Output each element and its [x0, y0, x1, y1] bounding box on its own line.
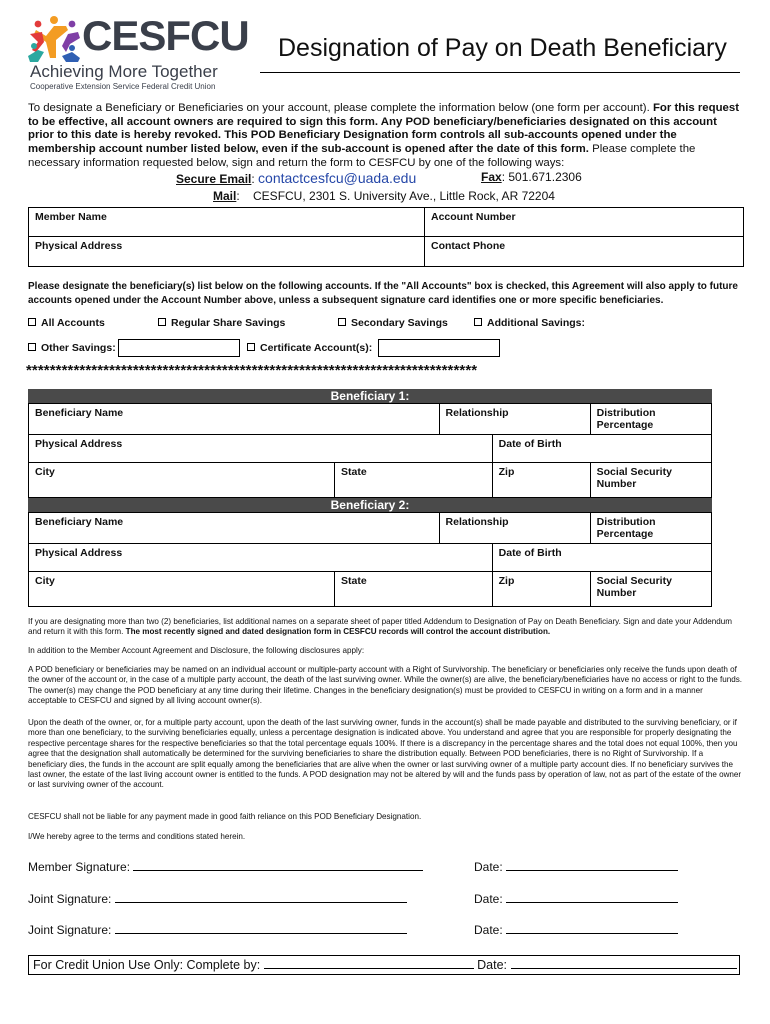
- email-label: Secure Email: [176, 172, 252, 186]
- checkbox-all-accounts[interactable]: [28, 317, 105, 329]
- ben2-distribution-label: Distribution Percentage: [596, 516, 656, 540]
- other-savings-input[interactable]: [118, 339, 240, 357]
- checkbox-certificate-accounts[interactable]: [247, 342, 372, 354]
- member-date-line[interactable]: [474, 860, 678, 874]
- ben1-relationship-label: Relationship: [445, 407, 509, 419]
- physical-address-field[interactable]: [29, 237, 425, 267]
- ben2-name-field[interactable]: [29, 513, 440, 544]
- joint-date-1-label: Date:: [474, 892, 503, 906]
- joint-date-2-label: Date:: [474, 923, 503, 937]
- logo-tagline: Achieving More Together: [30, 62, 218, 81]
- distribution-disclosure-paragraph: Upon the death of the owner, or, for a multiple party account, upon the death of the last surviving owner, funds in the account(s) shall be made payable and distributed to the surviving beneficiary, or if more than one beneficiary, to the surviving beneficiaries equally, unless a percentage designation is indicated above. You understand and agree that you are responsible for properly designating the respective percentage shares for the respective beneficiaries so that the total percentage equals 100%. If there is a discrepancy in the percentage shares and the total does not equal 100%, then you agree that the designation shall automatically be determined for the surviving beneficiaries to share the distribution equally. Between POD beneficiaries, there is no Right of Survivorship. If a beneficiary dies, the funds in the account are split equally among the beneficiaries that are alive when the owner or last surviving owner of a multiple party account dies. If no beneficiary survives the last owner, the estate of the last living account owner is entitled to the funds. A POD designation may not be altered by will and the funds pass by operation of law, not as part of the estate of the owner or last surviving owner of the account.: [28, 718, 742, 790]
- header-divider: [260, 72, 740, 73]
- checkbox-other-savings[interactable]: [28, 342, 116, 354]
- contact-phone-field[interactable]: [425, 237, 744, 267]
- member-info-table: [28, 207, 744, 267]
- ben2-city-field[interactable]: [29, 572, 335, 607]
- logo-subline: Cooperative Extension Service Federal Credit Union: [30, 82, 216, 91]
- mail-address: CESFCU, 2301 S. University Ave., Little Rock, AR 72204: [253, 189, 555, 203]
- secondary-savings-label: Secondary Savings: [351, 317, 448, 329]
- ben2-address-label: Physical Address: [35, 547, 123, 559]
- ben2-relationship-field[interactable]: [439, 513, 590, 544]
- ben1-ssn-label: Social Security Number: [596, 466, 672, 490]
- addendum-text: If you are designating more than two (2) beneficiaries, list additional names on a separate sheet of paper titled Addendum to Designation of Pay on Death Beneficiary. Sign and date your Addendum and return it with this form.: [28, 617, 732, 637]
- designation-instructions: Please designate the beneficiary(s) list below on the following accounts. If the "All Accounts" box is checked, this Agreement will also apply to future accounts opened under the Account Number above, unless a subsequent signature card identifies one or more specific beneficiaries.: [28, 281, 738, 306]
- certificate-input[interactable]: [378, 339, 500, 357]
- ben2-dob-field[interactable]: [492, 544, 711, 572]
- ben2-ssn-field[interactable]: [590, 572, 711, 607]
- ben1-state-label: State: [341, 466, 367, 478]
- ben2-name-label: Beneficiary Name: [35, 516, 124, 528]
- beneficiary-1-header: Beneficiary 1:: [28, 389, 712, 403]
- ben2-relationship-label: Relationship: [445, 516, 509, 528]
- joint-signature-1-line[interactable]: [28, 892, 407, 906]
- page-title: Designation of Pay on Death Beneficiary: [278, 34, 727, 62]
- addendum-bold-text: The most recently signed and dated designation form in CESFCU records will control the account distribution.: [123, 627, 551, 637]
- joint-signature-2-label: Joint Signature:: [28, 923, 112, 937]
- physical-address-label: Physical Address: [35, 240, 123, 252]
- checkbox-regular-share-savings[interactable]: [158, 317, 285, 329]
- checkbox-additional-savings[interactable]: [474, 317, 585, 329]
- credit-union-date-label: Date:: [477, 958, 508, 972]
- email-link[interactable]: contactcesfcu@uada.edu: [258, 170, 417, 186]
- ben1-zip-label: Zip: [498, 466, 515, 478]
- liability-statement: CESFCU shall not be liable for any payment made in good faith reliance on this POD Beneficiary Designation.: [28, 812, 422, 821]
- disclosure-intro: In addition to the Member Account Agreement and Disclosure, the following disclosures apply:: [28, 646, 365, 655]
- ben1-dob-field[interactable]: [492, 435, 711, 463]
- intro-text: To designate a Beneficiary or Beneficiaries on your account, please complete the information below (one form per account).: [28, 102, 653, 114]
- checkbox-secondary-savings[interactable]: [338, 317, 448, 329]
- account-number-field[interactable]: [425, 208, 744, 237]
- beneficiary-1-table: [28, 403, 712, 498]
- ben1-name-field[interactable]: [29, 404, 440, 435]
- ben2-state-label: State: [341, 575, 367, 587]
- joint-date-1-line[interactable]: [474, 892, 678, 906]
- ben2-city-label: City: [35, 575, 55, 587]
- ben2-address-field[interactable]: [29, 544, 493, 572]
- people-figures-icon: [26, 12, 82, 64]
- intro-paragraph: [28, 102, 744, 171]
- ben1-distribution-label: Distribution Percentage: [596, 407, 656, 431]
- ben1-name-label: Beneficiary Name: [35, 407, 124, 419]
- agreement-statement: I/We hereby agree to the terms and conditions stated herein.: [28, 832, 246, 841]
- pod-disclosure-paragraph: A POD beneficiary or beneficiaries may be named on an individual account or multiple-party account with a Right of Survivorship. The beneficiary or beneficiaries only receive the funds upon death of the owner of the account or, in the case of a multiple party account, the death of the last surviving owner. While the owner(s) are alive, the beneficiary/beneficiaries have no access or right to the funds. The owner(s) may change the POD beneficiary at any time during their lifetime. Changes in the beneficiary designation(s) must be provided to CESFCU in writing on a form and in a manner acceptable to CESFCU and signed by all living account owner(s).: [28, 665, 742, 706]
- contact-phone-label: Contact Phone: [431, 240, 506, 252]
- logo-name: CESFCU: [82, 12, 249, 59]
- member-name-field[interactable]: [29, 208, 425, 237]
- intro-text-end: Please complete the necessary information requested below, sign and return the form to CESFCU by one of the following ways:: [28, 143, 696, 169]
- intro-bold-text: For this request to be effective, all account owners are required to sign this form. Any POD beneficiary/beneficiaries designated on this account prior to this date is hereby revoked. This POD Beneficiary Designation form controls all sub-accounts opened under the membership account number listed below, even if the sub-account is opened after the date of this form.: [28, 102, 740, 156]
- certificate-label: Certificate Account(s):: [260, 342, 373, 354]
- all-accounts-label: All Accounts: [41, 317, 105, 329]
- beneficiary-2-table: [28, 512, 712, 607]
- ben1-address-label: Physical Address: [35, 438, 123, 450]
- credit-union-use-label: For Credit Union Use Only: Complete by:: [33, 958, 261, 972]
- ben1-city-field[interactable]: [29, 463, 335, 498]
- fax-label: Fax: [481, 170, 502, 184]
- ben1-state-field[interactable]: [335, 463, 493, 498]
- ben2-distribution-field[interactable]: [590, 513, 711, 544]
- other-savings-label: Other Savings:: [41, 342, 116, 354]
- fax-number: : 501.671.2306: [501, 170, 582, 184]
- ben1-zip-field[interactable]: [492, 463, 590, 498]
- ben2-ssn-label: Social Security Number: [596, 575, 672, 599]
- cesfcu-logo: [24, 10, 256, 94]
- ben1-ssn-field[interactable]: [590, 463, 711, 498]
- ben2-zip-label: Zip: [498, 575, 515, 587]
- ben2-state-field[interactable]: [335, 572, 493, 607]
- additional-savings-label: Additional Savings:: [487, 317, 586, 329]
- ben1-dob-label: Date of Birth: [498, 438, 562, 450]
- account-number-label: Account Number: [431, 211, 516, 223]
- asterisk-divider: ****************************************************************************: [26, 362, 478, 379]
- joint-signature-1-label: Joint Signature:: [28, 892, 112, 906]
- credit-union-date-line[interactable]: [511, 958, 737, 969]
- member-date-label: Date:: [474, 860, 503, 874]
- mail-label: Mail: [213, 189, 237, 203]
- credit-union-complete-by-line[interactable]: [264, 958, 474, 969]
- ben1-city-label: City: [35, 466, 55, 478]
- ben1-relationship-field[interactable]: [439, 404, 590, 435]
- ben2-dob-label: Date of Birth: [498, 547, 562, 559]
- credit-union-use-box: [28, 955, 740, 975]
- addendum-paragraph: [28, 617, 744, 638]
- ben1-distribution-field[interactable]: [590, 404, 711, 435]
- joint-signature-2-line[interactable]: [28, 923, 407, 937]
- joint-date-2-line[interactable]: [474, 923, 678, 937]
- member-signature-label: Member Signature:: [28, 860, 131, 874]
- ben1-address-field[interactable]: [29, 435, 493, 463]
- ben2-zip-field[interactable]: [492, 572, 590, 607]
- member-name-label: Member Name: [35, 211, 107, 223]
- regular-share-label: Regular Share Savings: [171, 317, 286, 329]
- member-signature-line[interactable]: [28, 860, 423, 874]
- beneficiary-2-header: Beneficiary 2:: [28, 498, 712, 512]
